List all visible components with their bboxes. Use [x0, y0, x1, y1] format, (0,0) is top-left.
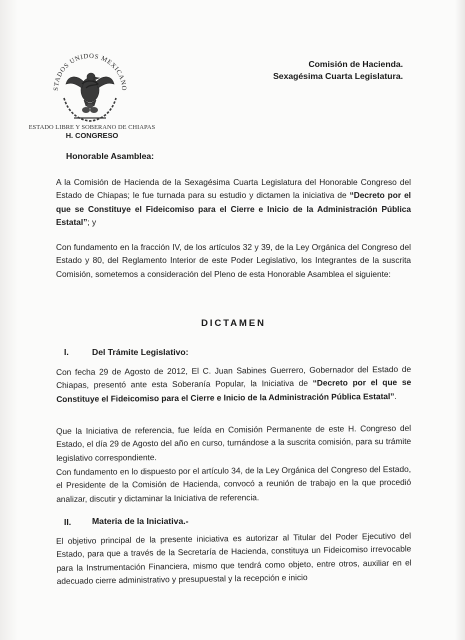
state-name: ESTADO LIBRE Y SOBERANO DE CHIAPAS: [28, 124, 156, 131]
paragraph-basis: Con fundamento en la fracción IV, de los artículos 32 y 39, de la Ley Orgánica del Congreso del Estado y 80, del Reglamento Interior de este Poder Legislativo, los Integrantes de la suscrita Comisión, sometemos a consideración del Pleno de esta Honorable Asamblea el siguiente:: [56, 242, 411, 279]
paragraph-initiative-text: Con fecha 29 de Agosto de 2012, El C. Juan Sabines Guerrero, Gobernador del Estado de Chiapas, presentó ante esta Soberanía Popular, la Iniciativa de: [56, 363, 412, 391]
section-2-number: II.: [64, 517, 72, 527]
decree-title: “Decreto por el que se Constituye el Fideicomiso para el Cierre e Inicio de la Administración Pública Estatal”: [56, 190, 411, 228]
congress-name: H. CONGRESO: [65, 131, 119, 140]
salutation: Honorable Asamblea:: [66, 151, 155, 161]
paragraph-intro-end: ; y: [87, 217, 97, 228]
seal-text: STADOS UNIDOS MEXICANO: [52, 52, 128, 92]
paragraph-intro: [56, 176, 411, 230]
paragraph-meeting: Con fundamento en lo dispuesto por el artículo 34, de la Ley Orgánica del Congreso del Estado, el Presidente de la Comisión de Hacienda, convocó a reunión de trabajo en la que procedió analizar, discutir y dictaminar la Iniciativa de referencia.: [56, 463, 412, 504]
legislature-name: Sexagésima Cuarta Legislatura.: [273, 71, 403, 81]
paragraph-objective: El objetivo principal de la presente iniciativa es autorizar al Titular del Poder Ejecutivo del Estado, para que a través de la Secretaría de Hacienda, constituya un Fideicomiso irrevocable para la Instrumentación Financiera, mismo que tendrá como objeto, entre otros, auxiliar en el adecuado cierre administrativo y presupuestal y la recepción e inicio: [56, 530, 412, 587]
coat-of-arms-seal-icon: [44, 40, 136, 132]
paragraph-initiative-end: .: [394, 390, 397, 401]
paragraph-initiative: [56, 363, 411, 406]
commission-header: [273, 58, 403, 82]
dictamen-title: DICTAMEN: [201, 317, 266, 328]
section-1-title: Del Trámite Legislativo:: [92, 347, 189, 357]
section-2-title: Materia de la Iniciativa.-: [92, 516, 189, 526]
section-1-number: I.: [64, 347, 69, 357]
paragraph-intro-text: A la Comisión de Hacienda de la Sexagésima Cuarta Legislatura del Honorable Congreso del Estado de Chiapas; le fue turnada para su estudio y dictamen la iniciativa de: [56, 177, 411, 201]
commission-name: Comisión de Hacienda.: [308, 59, 403, 69]
paragraph-reading: Que la Iniciativa de referencia, fue leída en Comisión Permanente de este H. Congreso del Estado, el día 29 de Agosto del año en curso, turnándose a la suscrita comisión, para su trámite legislativo correspondiente.: [56, 422, 412, 463]
decree-title-2: “Decreto por el que se Constituye el Fideicomiso para el Cierre e Inicio de la Administración Pública Estatal”: [56, 377, 412, 404]
